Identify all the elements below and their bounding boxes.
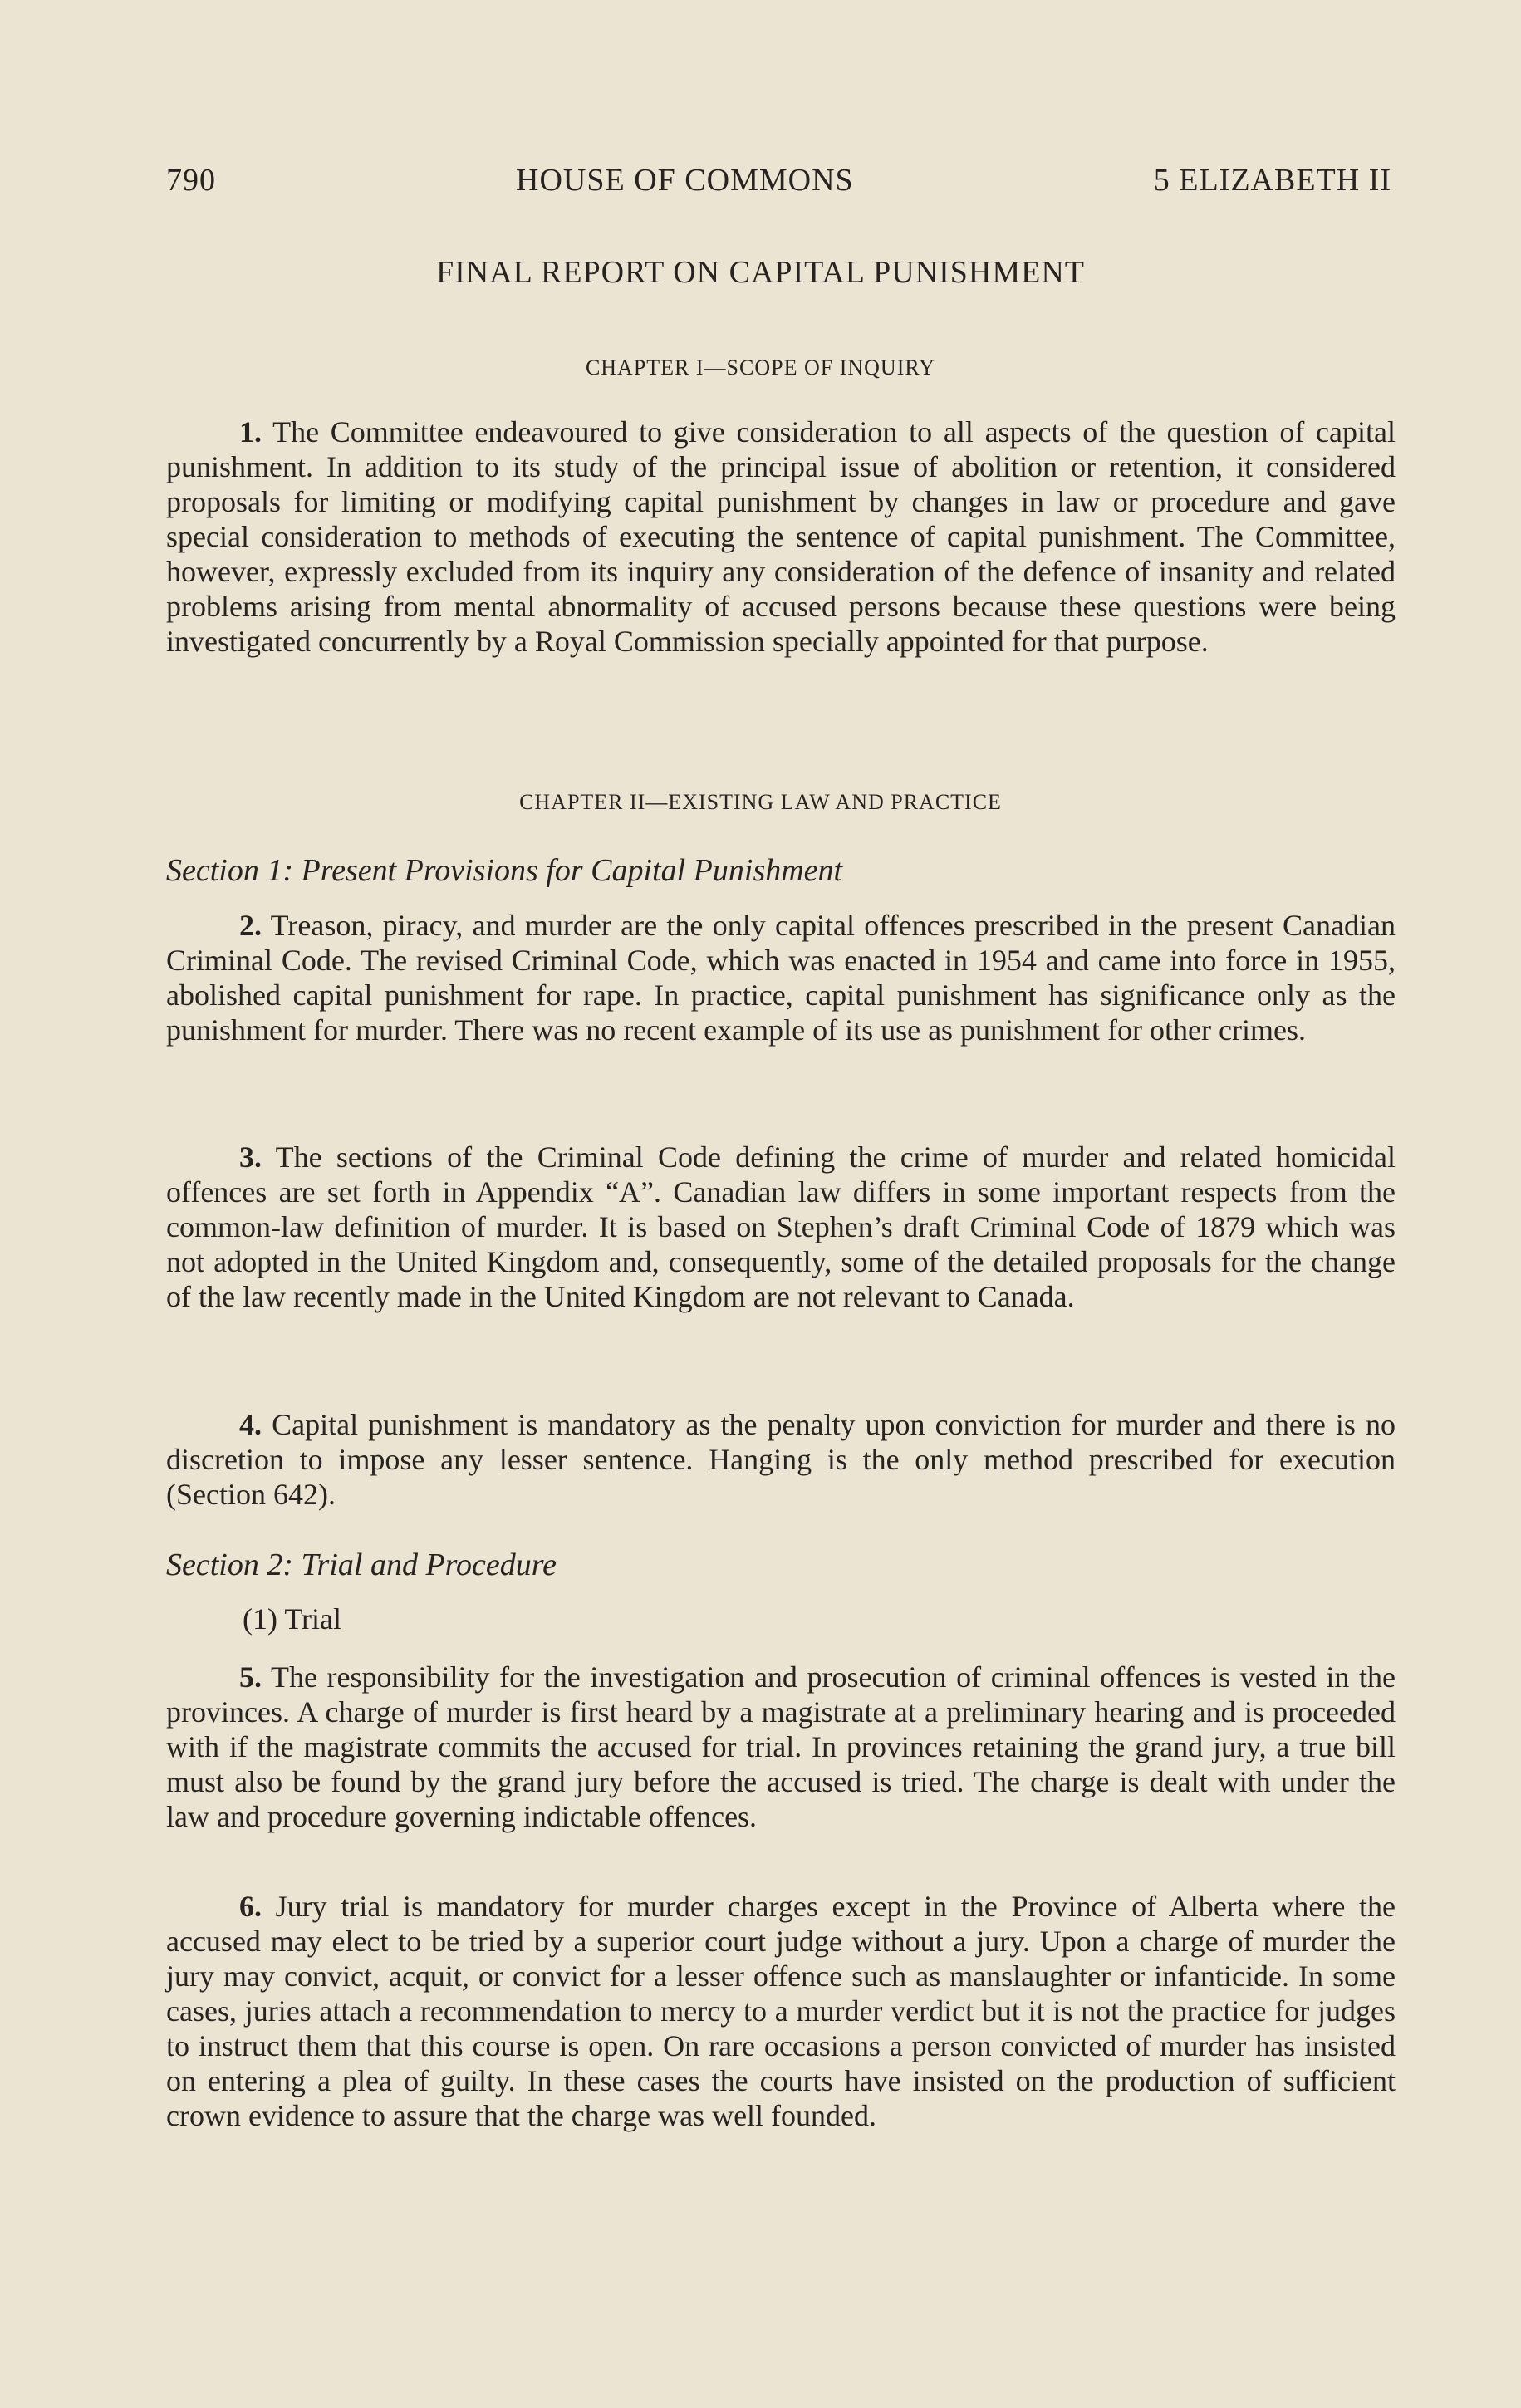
header-regnal-year: 5 ELIZABETH II bbox=[1153, 163, 1391, 198]
paragraph-number: 5. bbox=[239, 1660, 262, 1694]
chapter-2-heading: CHAPTER II—EXISTING LAW AND PRACTICE bbox=[519, 790, 1002, 814]
paragraph-text: The sections of the Criminal Code defining the crime of murder and related homicidal offences are set forth in Appendix “A”. Canadian law differs in some important respects from the common-law definition of murder. It is based on Stephen’s draft Criminal Code of 1879 which was not adopted in the United Kingdom and, consequently, some of the detailed proposals for the change of the law recently made in the United Kingdom are not relevant to Canada. bbox=[166, 1140, 1396, 1313]
paragraph-number: 3. bbox=[239, 1140, 262, 1174]
page-number: 790 bbox=[166, 163, 216, 198]
paragraph-text: The Committee endeavoured to give consideration to all aspects of the question of capital punishment. In addition to its study of the principal issue of abolition or retention, it considered proposals for limiting or modifying capital punishment by changes in law or procedure and gave special consideration to methods of executing the sentence of capital punishment. The Committee, however, expressly excluded from its inquiry any consideration of the defence of insanity and related problems arising from mental abnormality of accused persons because these questions were being investigated concurrently by a Royal Commission specially appointed for that purpose. bbox=[166, 415, 1396, 658]
paragraph-text: Capital punishment is mandatory as the penalty upon conviction for murder and there is no discretion to impose any lesser sentence. Hanging is the only method prescribed for execution (Section 642). bbox=[166, 1408, 1396, 1511]
section-2-heading: Section 2: Trial and Procedure bbox=[166, 1547, 557, 1582]
section-1-heading: Section 1: Present Provisions for Capital Punishment bbox=[166, 853, 843, 888]
paragraph-4 bbox=[166, 1407, 1396, 1512]
paragraph-number: 2. bbox=[239, 909, 262, 942]
header-center-title: HOUSE OF COMMONS bbox=[516, 163, 854, 198]
paragraph-number: 4. bbox=[239, 1408, 262, 1441]
running-header bbox=[166, 162, 1391, 199]
trial-subheading: (1) Trial bbox=[243, 1602, 342, 1636]
chapter-1-heading: CHAPTER I—SCOPE OF INQUIRY bbox=[585, 356, 936, 380]
paragraph-text: The responsibility for the investigation and prosecution of criminal offences is vested in the provinces. A charge of murder is first heard by a magistrate at a preliminary hearing and is proceeded with if the magistrate commits the accused for trial. In provinces retaining the grand jury, a true bill must also be found by the grand jury before the accused is tried. The charge is dealt with under the law and procedure governing indictable offences. bbox=[166, 1660, 1396, 1833]
paragraph-1 bbox=[166, 414, 1396, 659]
paragraph-text: Jury trial is mandatory for murder charges except in the Province of Alberta where the accused may elect to be tried by a superior court judge without a jury. Upon a charge of murder the jury may convict, acquit, or convict for a lesser offence such as manslaughter or infanticide. In some cases, juries attach a recommendation to mercy to a murder verdict but it is not the practice for judges to instruct them that this course is open. On rare occasions a person convicted of murder has insisted on entering a plea of guilty. In these cases the courts have insisted on the production of sufficient crown evidence to assure that the charge was well founded. bbox=[166, 1890, 1396, 2132]
paragraph-3 bbox=[166, 1140, 1396, 1314]
paragraph-2 bbox=[166, 908, 1396, 1047]
paragraph-number: 1. bbox=[239, 415, 262, 449]
paragraph-5 bbox=[166, 1660, 1396, 1834]
paragraph-6 bbox=[166, 1889, 1396, 2133]
report-title: FINAL REPORT ON CAPITAL PUNISHMENT bbox=[436, 255, 1085, 290]
paragraph-number: 6. bbox=[239, 1890, 262, 1923]
paragraph-text: Treason, piracy, and murder are the only capital offences prescribed in the present Canadian Criminal Code. The revised Criminal Code, which was enacted in 1954 and came into force in 1955, abolished capital punishment for rape. In practice, capital punishment has significance only as the punishment for murder. There was no recent example of its use as punishment for other crimes. bbox=[166, 909, 1396, 1047]
